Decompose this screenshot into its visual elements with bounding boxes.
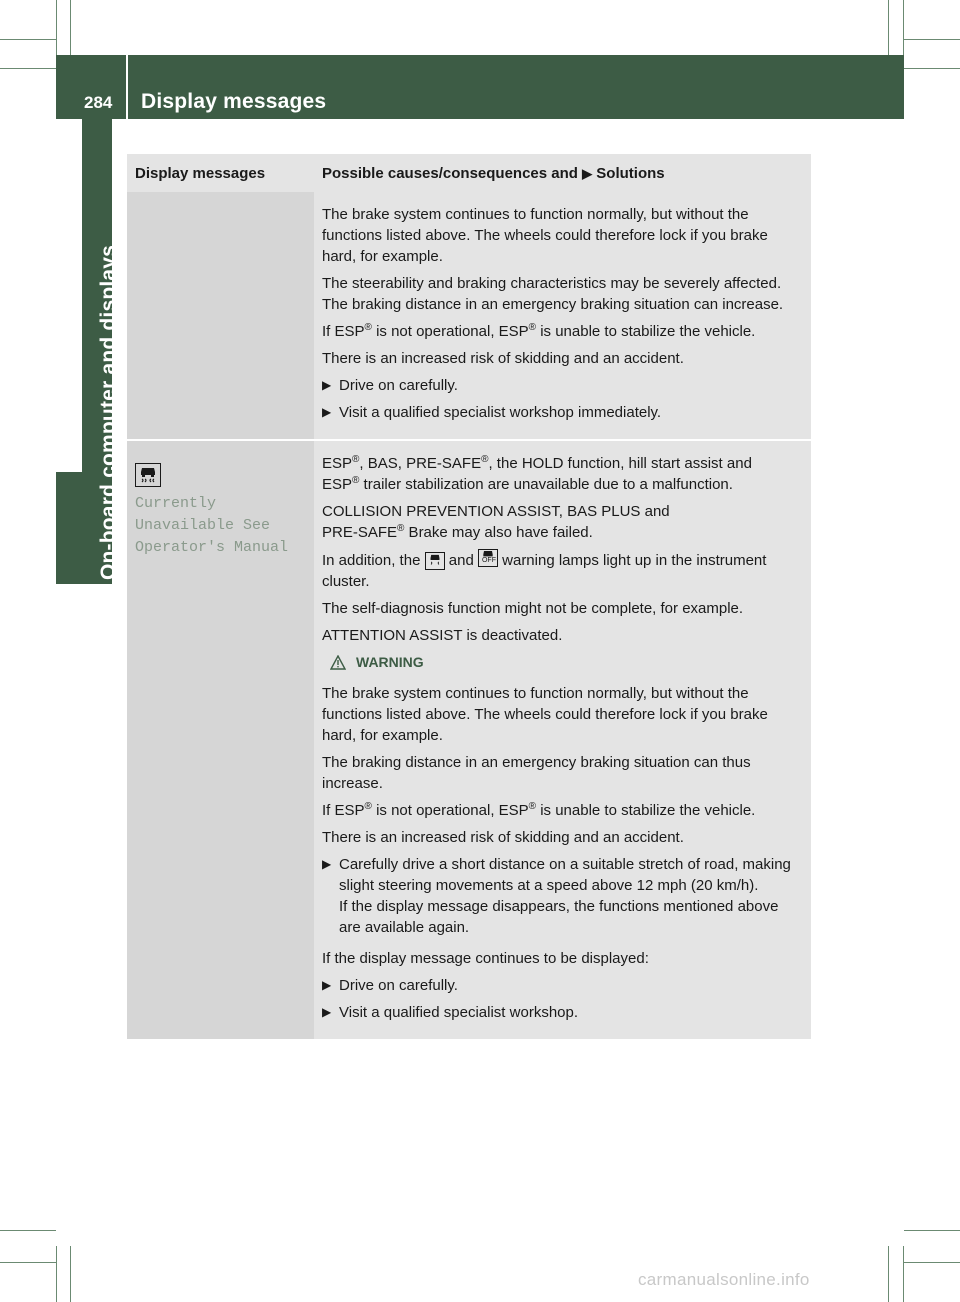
crop-mark bbox=[888, 0, 889, 55]
crop-mark bbox=[0, 1230, 56, 1231]
instruction-step bbox=[322, 975, 803, 996]
text: , BAS, PRE-SAFE bbox=[359, 455, 482, 472]
esp-off-warning-lamp-icon bbox=[478, 549, 498, 567]
paragraph: If the display message continues to be displayed: bbox=[322, 950, 649, 967]
col-header-causes-label: Possible causes/consequences and bbox=[322, 164, 578, 182]
paragraph: The self-diagnosis function might not be complete, for example. bbox=[322, 600, 744, 617]
crop-mark bbox=[903, 1246, 904, 1302]
text: Brake may also have failed. bbox=[404, 524, 593, 541]
text: is not operational, ESP bbox=[371, 323, 529, 340]
paragraph bbox=[322, 321, 803, 342]
crop-mark bbox=[904, 1230, 960, 1231]
registered-mark: ® bbox=[352, 475, 360, 486]
text: is unable to stabilize the vehicle. bbox=[536, 802, 756, 819]
display-text-line: Unavailable See bbox=[135, 517, 271, 534]
table-row bbox=[127, 440, 811, 1039]
col-header-solutions-label: Solutions bbox=[596, 164, 665, 182]
step-text: Drive on carefully. bbox=[339, 977, 458, 994]
arrow-right-icon: ▶ bbox=[322, 378, 332, 392]
arrow-right-icon: ▶ bbox=[582, 165, 593, 181]
crop-mark bbox=[56, 1246, 57, 1302]
text: If ESP bbox=[322, 802, 365, 819]
causes-cell bbox=[314, 192, 811, 440]
paragraph bbox=[322, 501, 803, 543]
text: If ESP bbox=[322, 323, 365, 340]
step-text: Drive on carefully. bbox=[339, 377, 458, 394]
text: COLLISION PREVENTION ASSIST, BAS PLUS and bbox=[322, 503, 670, 520]
crop-mark bbox=[0, 1262, 56, 1263]
header-divider bbox=[126, 55, 128, 119]
paragraph: ATTENTION ASSIST is deactivated. bbox=[322, 627, 563, 644]
registered-mark: ® bbox=[397, 523, 405, 534]
paragraph: There is an increased risk of skidding and an accident. bbox=[322, 829, 684, 846]
display-text-line: Operator's Manual bbox=[135, 539, 289, 556]
registered-mark: ® bbox=[528, 801, 537, 812]
display-messages-table bbox=[127, 154, 811, 1039]
text: is not operational, ESP bbox=[371, 802, 529, 819]
paragraph bbox=[322, 453, 803, 495]
instruction-step bbox=[322, 854, 803, 938]
causes-cell bbox=[314, 440, 811, 1039]
crop-mark bbox=[70, 1246, 71, 1302]
instruction-step bbox=[322, 375, 803, 396]
step-text: Visit a qualified specialist workshop immediately. bbox=[339, 404, 662, 421]
text: trailer stabilization are unavailable due to a malfunction. bbox=[359, 476, 733, 493]
instruction-step bbox=[322, 1002, 803, 1023]
off-label: OFF bbox=[481, 557, 496, 564]
text: ESP bbox=[322, 476, 353, 493]
table-row bbox=[127, 192, 811, 440]
registered-mark: ® bbox=[364, 322, 372, 333]
crop-mark bbox=[903, 0, 904, 55]
crop-mark bbox=[904, 68, 960, 69]
crop-mark bbox=[0, 39, 56, 40]
warning-triangle-icon bbox=[330, 655, 346, 670]
crop-mark bbox=[888, 1246, 889, 1302]
arrow-right-icon: ▶ bbox=[322, 978, 332, 992]
arrow-right-icon: ▶ bbox=[322, 405, 332, 419]
side-tab-label: On-board computer and displays bbox=[97, 244, 120, 580]
instruction-step bbox=[322, 402, 803, 423]
registered-mark: ® bbox=[528, 322, 537, 333]
crop-mark bbox=[904, 39, 960, 40]
arrow-right-icon: ▶ bbox=[322, 857, 332, 871]
step-text: Carefully drive a short distance on a suitable stretch of road, making slight steering movements at a speed above 12 mph (20 km/h). bbox=[339, 856, 791, 894]
col-header-causes bbox=[314, 154, 811, 192]
text: warning lamps light up in the instrument cluster. bbox=[322, 552, 767, 590]
paragraph bbox=[322, 549, 803, 592]
crop-mark bbox=[0, 68, 56, 69]
page-number: 284 bbox=[84, 93, 113, 112]
paragraph: There is an increased risk of skidding and an accident. bbox=[322, 350, 684, 367]
arrow-right-icon: ▶ bbox=[322, 1005, 332, 1019]
paragraph: The brake system continues to function normally, but without the functions listed above. The wheels could therefore lock if you brake hard, for example. bbox=[322, 206, 768, 265]
paragraph: The steerability and braking characteristics may be severely affected. The braking distance in an emergency braking situation can increase. bbox=[322, 275, 784, 313]
registered-mark: ® bbox=[352, 454, 360, 465]
text: is unable to stabilize the vehicle. bbox=[536, 323, 756, 340]
crop-mark bbox=[56, 0, 57, 55]
esp-warning-lamp-icon bbox=[425, 552, 445, 570]
text: ESP bbox=[322, 455, 353, 472]
text: In addition, the bbox=[322, 552, 421, 569]
table-header-row bbox=[127, 154, 811, 192]
col-header-display-messages: Display messages bbox=[127, 154, 314, 192]
text: and bbox=[448, 552, 474, 569]
warning-heading bbox=[330, 652, 803, 673]
step-text: Visit a qualified specialist workshop. bbox=[339, 1004, 579, 1021]
step-text: If the display message disappears, the functions mentioned above are available again. bbox=[339, 898, 779, 936]
crop-mark bbox=[904, 1262, 960, 1263]
page-title: Display messages bbox=[141, 90, 327, 113]
text: PRE-SAFE bbox=[322, 524, 398, 541]
paragraph: The braking distance in an emergency braking situation can thus increase. bbox=[322, 754, 751, 792]
crop-mark bbox=[70, 0, 71, 55]
watermark: carmanualsonline.info bbox=[638, 1270, 810, 1289]
registered-mark: ® bbox=[481, 454, 489, 465]
display-message-cell bbox=[127, 440, 314, 1039]
display-text-line: Currently bbox=[135, 495, 217, 512]
registered-mark: ® bbox=[364, 801, 372, 812]
paragraph bbox=[322, 800, 803, 821]
warning-label: WARNING bbox=[356, 654, 424, 670]
esp-warning-icon bbox=[135, 463, 161, 487]
text: , the HOLD function, hill start assist and bbox=[488, 455, 752, 472]
paragraph: The brake system continues to function normally, but without the functions listed above. The wheels could therefore lock if you brake hard, for example. bbox=[322, 685, 768, 744]
display-message-cell bbox=[127, 192, 314, 440]
